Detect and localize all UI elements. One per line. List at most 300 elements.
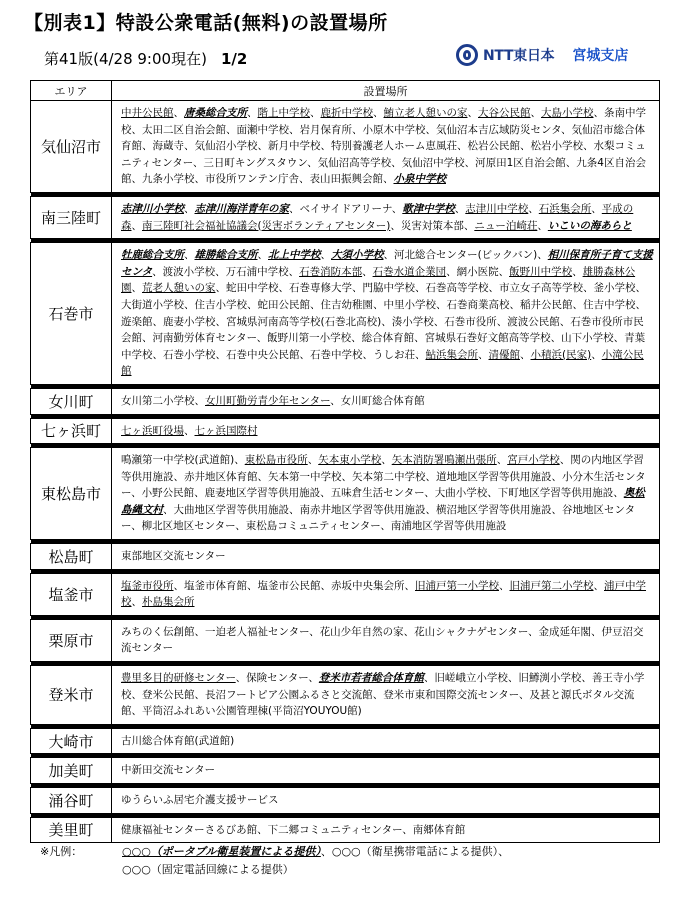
- location-separator: 、: [247, 298, 258, 311]
- location-item: 石巻専修大学: [289, 282, 352, 295]
- location-item: 荒老人憩いの家: [142, 282, 216, 295]
- location-item: 一迫老人福祉センター: [205, 625, 310, 638]
- location-item: 住吉中学校: [583, 298, 636, 311]
- location-separator: 、: [184, 424, 195, 437]
- location-item: 気仙沼中学校: [401, 156, 465, 169]
- location-item: 石巻中央公民館: [226, 348, 300, 361]
- location-separator: 、: [593, 107, 604, 119]
- location-separator: 、: [215, 315, 226, 328]
- location-item: 女川第二小学校: [121, 394, 195, 407]
- location-item: ベイサイドアリーナ: [299, 202, 392, 215]
- location-list: [112, 758, 660, 784]
- location-separator: 、: [131, 487, 142, 500]
- location-list: [112, 544, 660, 570]
- location-separator: 、: [528, 625, 539, 638]
- location-separator: 、: [310, 107, 321, 119]
- location-item: 志津川海洋青年の家: [194, 202, 289, 215]
- location-item: 矢本東小学校: [318, 454, 382, 467]
- branch-name: 宮城支店: [572, 48, 629, 64]
- location-item: 階上中学校: [257, 107, 310, 119]
- location-separator: 、: [537, 249, 548, 262]
- location-list: [112, 196, 660, 238]
- location-separator: 、: [572, 298, 583, 311]
- location-item: 七ヶ浜町役場: [121, 424, 184, 437]
- location-item: 太田二区自治会館: [142, 123, 226, 136]
- location-item: 下町地区学習等供用施設: [497, 487, 614, 500]
- location-separator: 、: [352, 282, 363, 295]
- location-separator: 、: [184, 202, 195, 215]
- location-separator: 、: [436, 298, 447, 311]
- location-item: 塩釜市役所: [121, 579, 174, 592]
- location-item: 中里小学校: [383, 298, 436, 311]
- location-list: [112, 666, 660, 725]
- location-item: 唐桑総合支所: [184, 107, 247, 119]
- location-separator: 、: [520, 348, 531, 361]
- location-separator: 、: [194, 688, 205, 701]
- edition-date: 第41版(4/28 9:00現在): [44, 50, 207, 68]
- location-separator: 、: [131, 520, 142, 533]
- table-row: [31, 196, 660, 238]
- area-name: 塩釜市: [31, 573, 112, 615]
- legend-satellite-device: ○○○（ポータブル衛星装置による提供）: [122, 845, 321, 858]
- location-separator: 、: [464, 156, 476, 169]
- location-separator: 、: [496, 315, 508, 328]
- area-name: 東松島市: [31, 448, 112, 540]
- location-item: 大街道小学校: [121, 298, 184, 311]
- location-separator: 、: [308, 672, 319, 685]
- location-item: 九条4区自治会館: [121, 156, 646, 186]
- location-item: 気仙沼高等学校: [317, 156, 392, 169]
- location-separator: 、: [194, 394, 205, 407]
- location-item: 清優館: [488, 348, 520, 361]
- location-separator: 、: [518, 688, 530, 701]
- location-separator: 、: [257, 249, 268, 262]
- location-item: 女川町総合体育館: [340, 394, 425, 407]
- location-table: [30, 80, 660, 843]
- location-item: 釜小学校: [593, 282, 636, 295]
- location-separator: 、: [341, 470, 352, 483]
- location-item: 谷地地区センター: [121, 503, 636, 533]
- location-item: 歌津中学校: [402, 202, 455, 215]
- location-item: 大曲小学校: [434, 487, 488, 500]
- location-separator: 、: [591, 625, 602, 638]
- location-separator: 、: [173, 107, 184, 119]
- location-item: 大島小学校: [541, 107, 594, 119]
- location-item: 市立女子高等学校: [499, 282, 583, 295]
- table-row: [31, 728, 660, 754]
- location-item: 石巻市役所: [444, 315, 497, 328]
- location-item: 小積浜(民家): [530, 348, 592, 361]
- area-name: 南三陸町: [31, 196, 112, 238]
- table-body: [31, 101, 660, 843]
- area-name: 美里町: [31, 817, 112, 843]
- location-item: 災害対策本部: [400, 219, 464, 232]
- location-separator: 、: [184, 249, 195, 262]
- area-name: 松島町: [31, 544, 112, 570]
- location-item: 松岩小学校: [530, 140, 583, 153]
- location-item: 健康福祉センターさるびあ館: [121, 823, 258, 836]
- location-separator: 、: [635, 298, 646, 311]
- location-item: 鮪立老人憩いの家: [383, 107, 468, 119]
- location-item: 旧嵯峨立小学校: [434, 672, 508, 685]
- location-item: 大須小学校: [331, 249, 384, 262]
- location-separator: 、: [457, 140, 468, 153]
- location-separator: 、: [235, 520, 246, 533]
- area-name: 涌谷町: [31, 788, 112, 814]
- location-item: 松岩公民館: [467, 140, 520, 153]
- location-separator: 、: [215, 282, 226, 295]
- location-item: 志津川小学校: [121, 202, 184, 215]
- area-name: 気仙沼市: [31, 101, 112, 193]
- location-separator: 、: [215, 348, 226, 361]
- location-item: 海蔵寺: [152, 140, 184, 153]
- location-item: 南郷体育館: [412, 823, 466, 836]
- location-separator: 、: [613, 332, 625, 345]
- location-separator: 、: [152, 348, 163, 361]
- location-item: 女川町勤労青少年センター: [205, 394, 331, 407]
- location-separator: 、: [247, 107, 258, 119]
- location-item: 石巻市役所市民会館: [121, 315, 644, 345]
- location-separator: 、: [309, 625, 320, 638]
- location-item: いこいの海あらと: [547, 219, 632, 232]
- location-separator: 、: [298, 173, 310, 186]
- location-item: 岩月保育所: [299, 123, 352, 136]
- location-item: 湊小学校: [391, 315, 434, 328]
- location-item: 赤井地区体育館: [184, 470, 258, 483]
- location-separator: 、: [234, 454, 245, 467]
- location-item: 万石浦中学校: [225, 265, 289, 278]
- location-separator: 、: [528, 202, 539, 215]
- location-separator: 、: [591, 202, 602, 215]
- location-item: 赤坂中央集会所: [331, 579, 405, 592]
- location-item: 渡波公民館: [507, 315, 560, 328]
- location-separator: 、: [550, 332, 562, 345]
- location-separator: 、: [289, 202, 300, 215]
- location-item: 石巻小学校: [163, 348, 216, 361]
- location-separator: 、: [404, 579, 415, 592]
- location-item: 柳北区地区センター: [141, 520, 236, 533]
- location-separator: 、: [257, 823, 268, 836]
- location-item: 河原田1区自治会館: [475, 156, 566, 169]
- location-item: 総合体育館: [361, 332, 415, 345]
- location-separator: 、: [507, 672, 519, 685]
- location-list: [112, 619, 660, 661]
- location-separator: 、: [467, 107, 478, 119]
- location-item: うしお荘: [373, 348, 415, 361]
- location-item: 矢本第二中学校: [352, 470, 426, 483]
- location-separator: 、: [142, 332, 153, 345]
- location-item: 関の内地区学習等供用施設: [121, 454, 644, 483]
- location-item: 気仙沼小学校: [194, 140, 258, 153]
- location-separator: 、: [391, 156, 402, 169]
- location-separator: 、: [423, 672, 435, 685]
- location-separator: 、: [509, 298, 520, 311]
- location-separator: 、: [454, 202, 466, 215]
- legend: [40, 843, 509, 879]
- location-item: 花山少年自然の家: [319, 625, 404, 638]
- table-row: [31, 418, 660, 444]
- table-row: [31, 666, 660, 725]
- table-row: [31, 619, 660, 661]
- location-list: [112, 388, 660, 414]
- location-item: 蛇田中学校: [226, 282, 279, 295]
- location-separator: 、: [256, 332, 268, 345]
- table-row: [31, 573, 660, 615]
- location-separator: 、: [320, 140, 331, 153]
- edition-info: [44, 48, 247, 69]
- area-column-header: エリア: [31, 81, 112, 101]
- location-item: 特別養護老人ホーム恵風荘: [331, 140, 457, 153]
- location-separator: 、: [184, 140, 195, 153]
- legend-separator: 、: [320, 845, 332, 858]
- location-item: 小原木中学校: [362, 123, 426, 136]
- location-separator: 、: [373, 298, 384, 311]
- location-separator: 、: [307, 156, 318, 169]
- area-name: 大崎市: [31, 728, 112, 754]
- location-item: 南三陸町社会福祉協議会(災害ボランティアセンター): [142, 219, 391, 232]
- location-separator: 、: [131, 688, 142, 701]
- location-separator: 、: [142, 140, 153, 153]
- location-separator: 、: [194, 625, 205, 638]
- table-row: [31, 388, 660, 414]
- location-separator: 、: [131, 123, 142, 136]
- area-name: 加美町: [31, 758, 112, 784]
- location-separator: 、: [352, 123, 363, 136]
- location-item: 牡鹿総合支所: [121, 249, 184, 262]
- location-item: 鹿折中学校: [320, 107, 373, 119]
- location-item: 五味倉生活センター: [330, 487, 425, 500]
- location-item: 宮城県石巻好文館高等学校: [424, 332, 551, 345]
- location-separator: 、: [424, 487, 435, 500]
- location-separator: 、: [551, 503, 562, 516]
- location-item: 登米市若者総合体育館: [318, 672, 424, 685]
- location-item: 面瀬中学校: [236, 123, 289, 136]
- location-separator: 、: [381, 315, 392, 328]
- location-separator: 、: [380, 520, 391, 533]
- location-item: 宮戸小学校: [507, 454, 560, 467]
- location-separator: 、: [613, 487, 624, 500]
- table-row: [31, 788, 660, 814]
- location-item: 矢本消防署鳴瀬出張所: [391, 454, 497, 467]
- location-item: 遊楽館: [121, 315, 153, 328]
- location-separator: 、: [372, 688, 384, 701]
- location-separator: 、: [289, 503, 300, 516]
- location-separator: 、: [537, 219, 548, 232]
- location-separator: 、: [382, 173, 394, 186]
- location-item: 東松島市役所: [244, 454, 308, 467]
- location-item: 稲井公民館: [520, 298, 573, 311]
- location-separator: 、: [390, 219, 401, 232]
- location-column-header: 設置場所: [112, 81, 660, 101]
- company-brand: [456, 44, 628, 66]
- location-item: 朴島集会所: [142, 596, 195, 609]
- location-item: 渡波小学校: [162, 265, 216, 278]
- location-item: 及甚と源氏ボタル交流館: [121, 688, 635, 718]
- location-separator: 、: [288, 265, 300, 278]
- area-name: 石巻市: [31, 243, 112, 385]
- location-item: 気仙沼市総合体育館: [121, 123, 645, 153]
- location-separator: 、: [152, 265, 163, 278]
- location-item: 気仙沼本吉広域防災センタ: [436, 123, 561, 136]
- location-separator: 、: [131, 705, 142, 718]
- location-separator: 、: [152, 315, 163, 328]
- table-row: [31, 817, 660, 843]
- location-separator: 、: [194, 487, 205, 500]
- location-separator: 、: [487, 487, 498, 500]
- location-separator: 、: [391, 202, 403, 215]
- location-separator: 、: [310, 298, 321, 311]
- location-separator: 、: [593, 579, 604, 592]
- location-separator: 、: [565, 156, 577, 169]
- location-list: [112, 243, 660, 385]
- location-separator: 、: [215, 265, 226, 278]
- location-item: 浦戸中学校: [121, 579, 646, 609]
- location-item: 鹿妻地区学習等供用施設: [204, 487, 321, 500]
- location-item: 雄勝総合支所: [194, 249, 258, 262]
- location-separator: 、: [184, 298, 195, 311]
- location-item: 蛇田公民館: [257, 298, 310, 311]
- table-row: [31, 243, 660, 385]
- location-item: 豊里多目的研修センター: [121, 672, 236, 685]
- location-separator: 、: [278, 282, 289, 295]
- location-item: 南浦地区学習等供用施設: [390, 520, 507, 533]
- location-separator: 、: [173, 470, 184, 483]
- location-separator: 、: [415, 348, 426, 361]
- location-separator: 、: [289, 123, 300, 136]
- location-item: 三日町キングスタウン: [203, 156, 308, 169]
- company-name: NTT東日本: [483, 48, 555, 64]
- table-row: [31, 544, 660, 570]
- area-name: 七ヶ浜町: [31, 418, 112, 444]
- location-item: 旧浦戸第二小学校: [509, 579, 594, 592]
- location-separator: 、: [581, 672, 592, 685]
- location-item: 金成延年閣: [538, 625, 591, 638]
- location-separator: 、: [560, 123, 572, 136]
- location-separator: 、: [496, 454, 508, 467]
- location-item: 小泉中学校: [393, 173, 446, 186]
- area-name: 登米市: [31, 666, 112, 725]
- location-item: 東部地区交流センター: [121, 550, 226, 563]
- location-item: 南赤井地区学習等供用施設: [299, 503, 426, 516]
- area-name: 栗原市: [31, 619, 112, 661]
- location-item: 河北総合センター(ビックバン): [394, 249, 538, 262]
- location-separator: 、: [463, 219, 475, 232]
- location-item: ゆうらいふ居宅介護支援サービス: [121, 794, 279, 806]
- location-separator: 、: [530, 107, 541, 119]
- location-item: 古川総合体育館(武道館): [121, 734, 235, 747]
- location-item: 保険センター: [246, 672, 309, 685]
- location-item: 平成の森: [121, 202, 634, 232]
- location-item: 塩釜市体育館: [184, 579, 247, 592]
- location-separator: 、: [572, 265, 583, 278]
- location-item: 飯野川第一小学校: [267, 332, 352, 345]
- location-item: 鹿妻小学校: [163, 315, 216, 328]
- location-item: 伊豆沼交流センター: [121, 625, 644, 655]
- location-separator: 、: [415, 282, 426, 295]
- location-separator: 、: [307, 454, 319, 467]
- location-list: [112, 788, 660, 814]
- location-item: 水梨コミュニティセンター: [121, 140, 646, 169]
- location-separator: 、: [373, 107, 384, 119]
- location-separator: 、: [425, 470, 436, 483]
- location-separator: 、: [425, 503, 436, 516]
- location-item: 九条小学校: [142, 173, 195, 186]
- location-item: 奥松島縄文村: [121, 487, 645, 516]
- location-item: 塩釜市公民館: [257, 579, 321, 592]
- location-separator: 、: [446, 265, 457, 278]
- location-item: 志津川中学校: [465, 202, 529, 215]
- location-item: 市役所ワンテン庁舎: [205, 173, 299, 186]
- location-separator: 、: [362, 265, 373, 278]
- location-item: 青葉中学校: [121, 332, 646, 361]
- location-item: 道地地区学習等供用施設: [436, 470, 552, 483]
- location-item: 登米公民館: [142, 688, 195, 701]
- location-item: 花山シャクナゲセンター: [414, 625, 528, 638]
- location-item: 新月中学校: [268, 140, 321, 153]
- location-list: [112, 728, 660, 754]
- location-separator: 、: [414, 332, 425, 345]
- location-item: 横沼地区学習等供用施設: [436, 503, 552, 516]
- location-item: 雄勝森林公園: [121, 265, 636, 295]
- location-item: 石巻商業高校: [446, 298, 510, 311]
- location-item: 河南勤労体育センター: [152, 332, 257, 345]
- location-item: 石巻消防本部: [299, 265, 363, 278]
- location-item: ニュー泊崎荘: [474, 219, 538, 232]
- location-separator: 、: [257, 140, 268, 153]
- location-item: 東松島コミュニティセンター: [245, 520, 381, 533]
- location-separator: 、: [425, 123, 436, 136]
- page-title: 【別表1】特設公衆電話(無料)の設置場所: [24, 12, 388, 34]
- legend-separator: 、: [498, 845, 510, 858]
- location-separator: 、: [499, 579, 510, 592]
- location-list: [112, 101, 660, 193]
- location-item: 大曲地区学習等供用施設: [173, 503, 289, 516]
- location-separator: 、: [247, 579, 258, 592]
- location-separator: 、: [320, 487, 331, 500]
- location-item: 小分木生活センター: [121, 470, 646, 500]
- location-separator: 、: [403, 625, 415, 638]
- location-item: 飯野川中学校: [509, 265, 573, 278]
- location-item: みちのく伝創館: [121, 625, 195, 638]
- location-item: 中新田交流センター: [121, 764, 216, 777]
- location-item: 小野公民館: [141, 487, 195, 500]
- table-row: [31, 448, 660, 540]
- location-item: 七ヶ浜国際村: [194, 424, 258, 437]
- location-separator: 、: [131, 282, 142, 295]
- location-item: 石浜集会所: [538, 202, 592, 215]
- location-separator: 、: [235, 672, 247, 685]
- location-item: 旧浦戸第一小学校: [415, 579, 499, 592]
- location-list: [112, 817, 660, 843]
- location-separator: 、: [583, 140, 594, 153]
- location-separator: 、: [478, 348, 489, 361]
- location-separator: 、: [551, 470, 562, 483]
- location-item: 長沼フートピア公園ふるさと交流館: [205, 688, 373, 701]
- location-item: 石巻高等学校: [425, 282, 489, 295]
- location-separator: 、: [320, 249, 331, 262]
- location-item: 山下小学校: [561, 332, 614, 345]
- location-item: 小滝公民館: [121, 348, 644, 378]
- location-separator: 、: [131, 219, 142, 232]
- location-separator: 、: [433, 315, 445, 328]
- location-separator: 、: [163, 503, 174, 516]
- location-item: 相川保育所子育て支援センタ: [121, 249, 653, 278]
- location-separator: 、: [330, 394, 341, 407]
- location-separator: 、: [520, 140, 531, 153]
- location-item: 鮎浜集会所: [425, 348, 478, 361]
- location-item: 下二郷コミュニティセンター: [267, 823, 403, 836]
- location-item: 善王寺小学校: [121, 672, 645, 701]
